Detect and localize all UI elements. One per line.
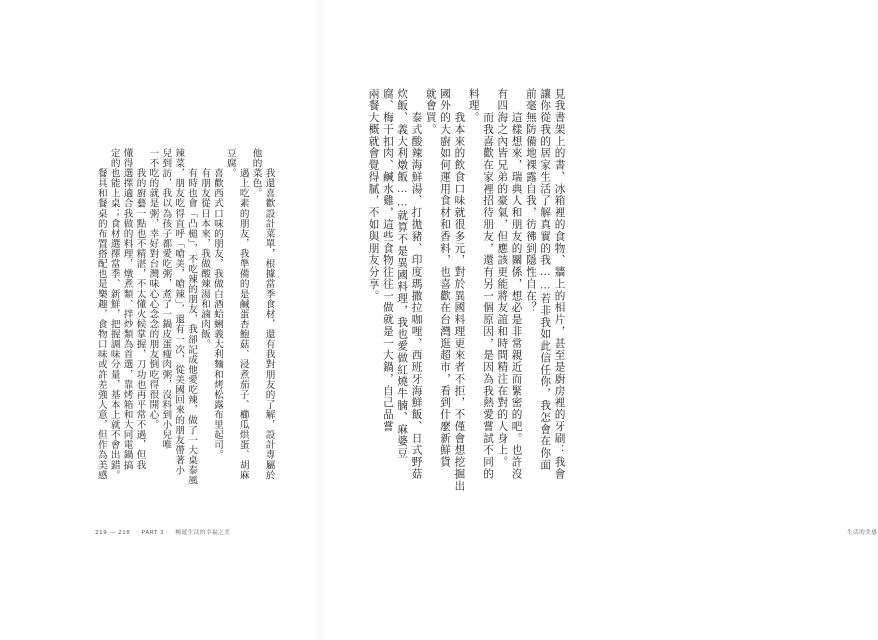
text-column: 定的也能上桌；食材選擇當季、新鮮，把握調味分量，基本上就不會出錯。	[108, 148, 120, 480]
text-column: 我的廚藝一點也不精湛，不太懂火候掌握，刀功也再平常不過，但我	[134, 148, 146, 470]
section-title: 暢遊生活的幸福之美	[175, 530, 231, 536]
text-column: 豆腐。	[224, 148, 236, 179]
text-column: 餐具和餐桌的布置搭配也是樂趣，食物口味或許差強人意，但作為美感	[95, 148, 107, 480]
text-column: 炊飯、義大利燉飯……就算不是異國料理，我也愛做紅燒牛腩、麻婆豆	[396, 88, 409, 460]
text-column: 料理。	[467, 88, 480, 124]
right-page-footer	[847, 528, 878, 536]
text-column: 泰式酸辣海鮮湯、打拋豬、印度瑪撒拉咖哩、西班牙海鮮飯、日式野菇	[410, 88, 423, 481]
text-column: 讓你從我的居家生活了解真實的我……若非我如此信任你，我怎會在你面	[539, 88, 552, 471]
text-column: 前毫無防備地裸露自我，彷彿到隱性自在？	[524, 88, 537, 314]
text-column: 國外的大廚如何運用食材和香料，也喜歡在台灣逛超市，看到什麼新鮮貨	[439, 88, 452, 469]
text-column: 喜歡西式口味的朋友，我做白酒蛤蜊義大利麵和烤松露布里起司。	[211, 148, 223, 460]
page-numbers: 219 — 218	[95, 530, 131, 536]
text-column: 腐、梅干扣肉、鹹水雞，這些食物往往一做就是一大鍋，自己品嘗	[381, 88, 394, 433]
text-column: 一不吃的就是粥，幸好對台灣味心心念念的朋友倒吃得很開心。	[147, 148, 159, 430]
text-column: 懂得選擇適合我做的料理，燉煮類、拌炒類為首選，靠烤箱和大同電鍋搞	[121, 148, 133, 470]
text-column: 有四海之內皆兄弟的豪氣，但應該更能將友誼和時間精注在對的人身上。	[496, 88, 509, 469]
right-page	[320, 0, 878, 640]
text-column: 而我喜歡在家裡招待朋友，還有另一個原因，是因為我熱愛嘗試不同的	[482, 88, 494, 481]
section-title: 生活的美感	[847, 530, 878, 536]
left-page-footer	[95, 528, 239, 536]
text-column: 這樣想來，瑞典人和朋友的關係，想必是非常親近而緊密的吧。也許沒	[510, 88, 523, 481]
text-column: 我本來的飲食口味就很多元，對於異國料理更來者不拒，不僅會想挖掘出	[453, 88, 466, 492]
text-column: 辣菜，朋友吃得直呼「嗆美，嗆辣」，還有一次，從美國回來的朋友帶著小	[173, 148, 185, 476]
part-label: PART 3	[141, 530, 165, 536]
text-column: 有朋友從日本來，我做酸辣湯和滷肉飯。	[199, 148, 210, 350]
text-column: 兒到訪，我以為孩子都愛吃粥，煮了一鍋皮蛋瘦肉粥，沒料到小兒唯	[160, 148, 172, 450]
text-column: 兩餐大概就會覺得膩，不如與朋友分享。	[367, 88, 380, 302]
text-column: 就會買。	[424, 88, 437, 136]
text-column: 見我書架上的書、冰箱裡的食物、牆上的相片，甚至是廚房裡的牙刷：我會	[553, 88, 566, 481]
left-page	[0, 0, 320, 640]
text-column: 有時也會「凸槌」，不吃辣的朋友，我卻記成他愛吃辣，做了一大桌泰風	[186, 148, 198, 486]
text-column: 我還喜歡設計菜單，根據當季食材，還有我對朋友的了解，設計專屬於	[263, 148, 275, 480]
text-column: 他的菜色。	[250, 148, 262, 199]
text-column: 遇上吃素的朋友，我準備的是鹹蛋杏鮑菇、浸煮茄子、櫛瓜烘蛋、胡麻	[237, 148, 249, 480]
